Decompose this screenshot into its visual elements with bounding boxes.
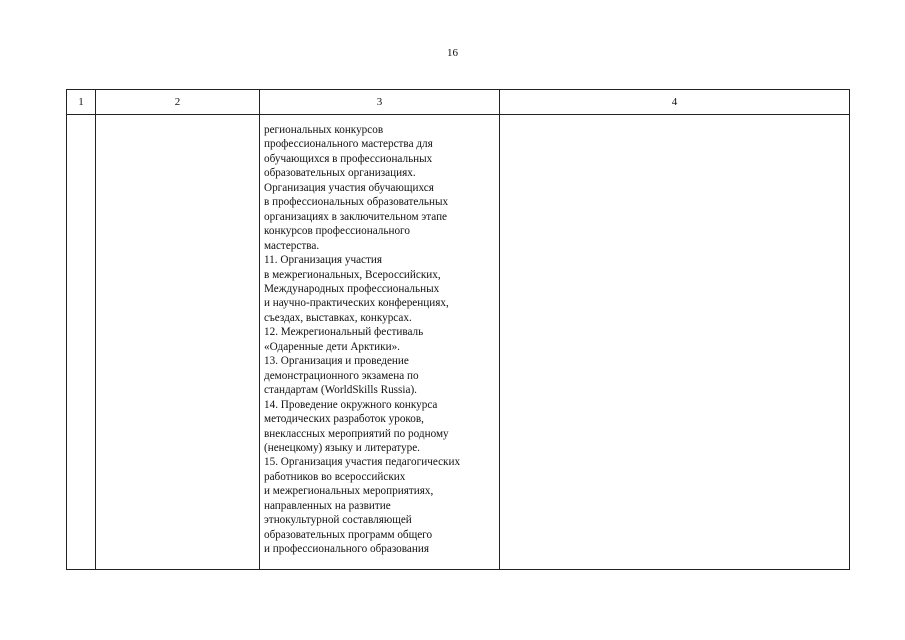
cell-col-3-activities-text: региональных конкурсов профессионального мастерства для обучающихся в профессиональных образовательных организациях. Организация участия обучающихся в профессиональных образовательных организациях в заключительном этапе конкурсов профессионального мастерства. 11. Организация участия в межрегиональных, Всероссийских, Международных профессиональных и научно-практических конференциях, съездах, выставках, конкурсах. 12. Межрегиональный фестиваль «Одаренные дети Арктики». 13. Организация и проведение демонстрационного экзамена по стандартам (WorldSkills Russia). 14. Проведение окружного конкурса методических разработок уроков, внеклассных мероприятий по родному (ненецкому) языку и литературе. 15. Организация участия педагогических работников во всероссийских и межрегиональных мероприятиях, направленных на развитие этнокультурной составляющей образовательных программ общего и профессионального образования xyxy=(260,115,500,570)
table-header-row xyxy=(67,90,850,115)
cell-col-1 xyxy=(67,115,96,570)
column-header-2: 2 xyxy=(96,90,260,115)
column-header-3: 3 xyxy=(260,90,500,115)
cell-col-2 xyxy=(96,115,260,570)
column-header-1: 1 xyxy=(67,90,96,115)
cell-col-4 xyxy=(500,115,850,570)
document-table xyxy=(66,89,850,570)
page-number: 16 xyxy=(447,47,458,59)
column-header-4: 4 xyxy=(500,90,850,115)
table-row xyxy=(67,115,850,570)
